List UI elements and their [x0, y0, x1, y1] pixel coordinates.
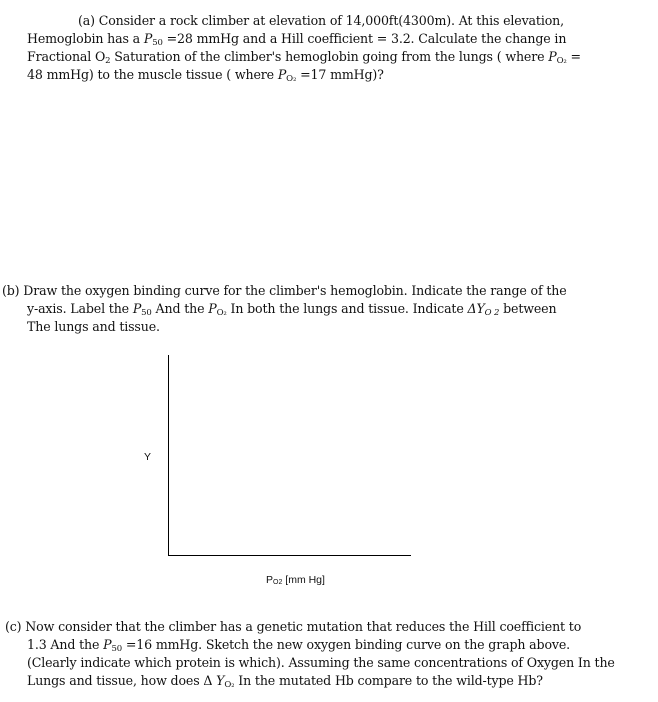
subscript-o2: O₂	[224, 680, 235, 690]
graph-x-label	[266, 574, 325, 586]
symbol-p: P	[208, 301, 217, 316]
subscript-50: 50	[152, 38, 163, 48]
text-run: In the mutated Hb compare to the wild-type Hb?	[234, 673, 543, 688]
subscript-o2: O₂	[286, 74, 297, 84]
part-c-line-1: (c) Now consider that the climber has a genetic mutation that reduces the Hill coefficient to	[5, 619, 582, 634]
subscript-o2: O 2	[484, 308, 500, 318]
text-run: P	[266, 574, 274, 586]
part-b-line-3: The lungs and tissue.	[27, 319, 160, 334]
symbol-delta-y: ΔY	[467, 301, 485, 316]
subscript-o2: O₂	[216, 308, 227, 318]
subscript-50: 50	[111, 644, 122, 654]
part-a-line-4	[27, 66, 384, 84]
text-run: between	[499, 301, 557, 316]
symbol-p: P	[143, 31, 153, 46]
text-run: 1.3 And the	[27, 637, 104, 652]
symbol-p: P	[277, 67, 287, 82]
graph-y-axis	[168, 355, 169, 555]
subscript-o2: O₂	[556, 56, 567, 66]
subscript-o2: O2	[273, 579, 283, 586]
text-run: =17 mmHg)?	[296, 67, 384, 82]
text-run: Fractional O	[27, 49, 106, 64]
part-c-line-2	[27, 636, 570, 654]
text-run: [mm Hg]	[282, 574, 325, 586]
part-a-line-1: (a) Consider a rock climber at elevation of 14,000ft(4300m). At this elevation,	[78, 13, 564, 28]
part-a-line-3	[27, 48, 581, 66]
text-run: And the	[151, 301, 209, 316]
part-b-line-1: (b) Draw the oxygen binding curve for the climber's hemoglobin. Indicate the range of the	[2, 283, 567, 298]
text-run: Saturation of the climber's hemoglobin going from the lungs ( where	[110, 49, 549, 64]
symbol-p: P	[132, 301, 142, 316]
text-run: =	[566, 49, 581, 64]
part-c-line-3: (Clearly indicate which protein is which). Assuming the same concentrations of Oxygen In the	[27, 655, 615, 670]
text-run: In both the lungs and tissue. Indicate	[226, 301, 468, 316]
subscript-2: 2	[105, 56, 111, 66]
text-run: =28 mmHg and a Hill coefficient = 3.2. Calculate the change in	[162, 31, 567, 46]
graph-y-label: Y	[144, 451, 152, 463]
text-run: y-axis. Label the	[27, 301, 133, 316]
part-c-line-4	[27, 672, 543, 690]
part-b-line-2	[27, 300, 556, 318]
text-run: =16 mmHg. Sketch the new oxygen binding curve on the graph above.	[122, 637, 570, 652]
text-run: Lungs and tissue, how does Δ	[27, 673, 217, 688]
part-a-line-2	[27, 30, 566, 48]
graph-x-axis	[168, 555, 411, 556]
symbol-p: P	[548, 49, 557, 64]
text-run: Hemoglobin has a	[27, 31, 144, 46]
symbol-p: P	[103, 637, 112, 652]
symbol-y: Y	[216, 673, 225, 688]
subscript-50: 50	[141, 308, 152, 318]
text-run: 48 mmHg) to the muscle tissue ( where	[27, 67, 278, 82]
